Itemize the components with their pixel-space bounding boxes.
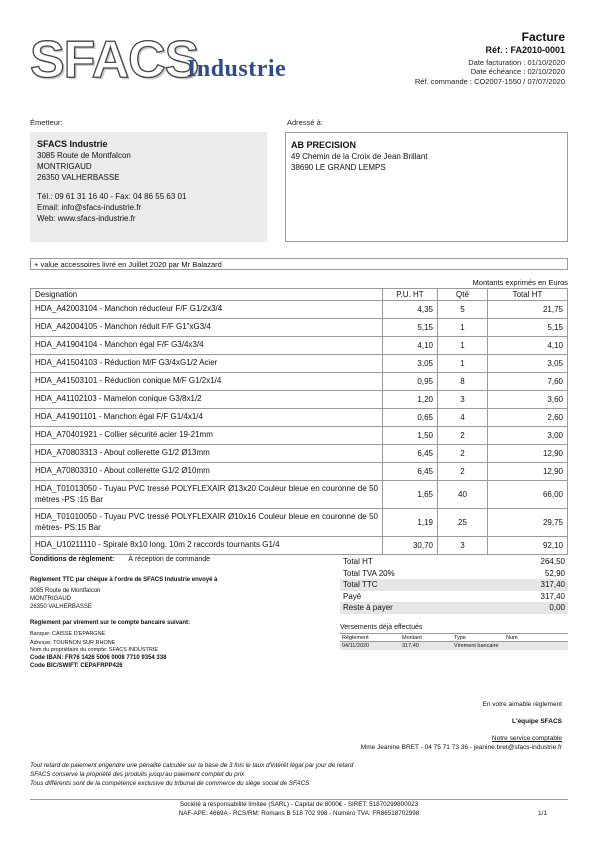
total-value: 317,40 — [540, 580, 565, 589]
col-unit-price: P.U. HT — [383, 289, 438, 301]
addressee-box — [285, 132, 568, 242]
iban-code: Code IBAN: FR76 1426 5006 0008 7710 9354 338 — [30, 655, 167, 661]
item-total: 29,75 — [488, 509, 568, 537]
due-date: Date échéance : 02/10/2020 — [470, 67, 565, 76]
closing-line: En votre aimable règlement — [482, 701, 562, 708]
document-title: Facture — [521, 30, 565, 44]
conditions-label: Conditions de règlement: — [30, 556, 115, 563]
item-designation: HDA_A42003104 - Manchon réducteur F/F G1/2x3/4 — [31, 301, 383, 319]
order-ref: Réf. commande : CO2007-1550 / 07/07/2020 — [414, 77, 565, 86]
item-unit-price: 0,65 — [383, 409, 438, 427]
emitter-address-line: 3085 Route de Montfalcon — [37, 151, 131, 160]
accounting-contact: Mme Jeanine BRET - 04 75 71 73 36 - jeanine.bret@sfacs-industrie.fr — [360, 744, 562, 751]
cheque-address-line: MONTRIGAUD — [30, 596, 71, 602]
legal-notes — [30, 761, 353, 788]
table-row — [31, 391, 568, 409]
payments-row — [340, 642, 568, 650]
total-label: Payé — [343, 591, 362, 601]
invoice-date: Date facturation : 01/10/2020 — [468, 58, 565, 67]
item-quantity: 3 — [438, 391, 488, 409]
items-table — [30, 288, 568, 555]
payment-date: 04/11/2020 — [340, 642, 400, 650]
table-row — [31, 481, 568, 509]
emitter-address-line: MONTRIGAUD — [37, 162, 92, 171]
item-quantity: 4 — [438, 409, 488, 427]
emitter-email: Email: info@sfacs-industrie.fr — [37, 203, 142, 212]
emitter-website: Web: www.sfacs-industrie.fr — [37, 214, 136, 223]
item-total: 3,00 — [488, 427, 568, 445]
legal-line: Tous différents sont de la compétence exclusive du tribunal de commerce du siège social de SFACS — [30, 780, 310, 787]
conditions-value: À réception de commande — [128, 556, 211, 563]
item-unit-price: 4,35 — [383, 301, 438, 319]
item-total: 21,75 — [488, 301, 568, 319]
payment-amount: 317,40 — [400, 642, 452, 650]
item-unit-price: 1,50 — [383, 427, 438, 445]
payments-header-row — [340, 634, 568, 642]
col-quantity: Qté — [438, 289, 488, 301]
payments-col: Type — [452, 634, 504, 642]
payments-block — [340, 624, 568, 650]
item-total: 66,00 — [488, 481, 568, 509]
addressee-address-line: 38690 LE GRAND LEMPS — [291, 163, 386, 172]
table-header-row — [31, 289, 568, 301]
transfer-title: Règlement par virement sur le compte bancaire suivant: — [30, 620, 191, 626]
total-row — [340, 579, 568, 591]
item-total: 7,60 — [488, 373, 568, 391]
emitter-address-line: 26350 VALHERBASSE — [37, 173, 120, 182]
addressee-address-line: 49 Chemin de la Croix de Jean Brillant — [291, 152, 428, 161]
cheque-address-line: 26350 VALHERBASSE — [30, 604, 92, 610]
item-quantity: 5 — [438, 301, 488, 319]
item-unit-price: 6,45 — [383, 445, 438, 463]
payment-type: Virement bancaire — [452, 642, 504, 650]
item-quantity: 40 — [438, 481, 488, 509]
item-unit-price: 4,10 — [383, 337, 438, 355]
total-label: Total TTC — [343, 580, 378, 589]
invoice-comment: + value accessoires livré en Juillet 2020 par Mr Balazard — [30, 258, 568, 270]
item-total: 2,60 — [488, 409, 568, 427]
item-unit-price: 30,70 — [383, 537, 438, 555]
item-quantity: 2 — [438, 463, 488, 481]
team-signature: L'équipe SFACS — [512, 718, 562, 725]
cheque-title: Règlement TTC par chèque à l'ordre de SFACS Industrie envoyé à — [30, 577, 218, 583]
item-quantity: 3 — [438, 537, 488, 555]
item-unit-price: 1,20 — [383, 391, 438, 409]
item-unit-price: 0,95 — [383, 373, 438, 391]
total-label: Total HT — [343, 557, 373, 566]
item-total: 3,60 — [488, 391, 568, 409]
page-number: 1/1 — [537, 810, 547, 817]
account-owner: Nom du propriétaire du compte: SFACS INDUSTRIE — [30, 647, 159, 653]
item-designation: HDA_U10211110 - Spiralé 8x10 long. 10m 2 raccords tournants G1/4 — [31, 537, 383, 555]
item-quantity: 8 — [438, 373, 488, 391]
item-designation: HDA_A70803313 - About collerette G1/2 Ø13mm — [31, 445, 383, 463]
item-quantity: 1 — [438, 319, 488, 337]
table-row — [31, 427, 568, 445]
col-total: Total HT — [488, 289, 568, 301]
item-quantity: 25 — [438, 509, 488, 537]
total-row — [340, 556, 568, 568]
table-row — [31, 373, 568, 391]
item-quantity: 1 — [438, 337, 488, 355]
company-logo — [30, 30, 320, 90]
item-total: 5,15 — [488, 319, 568, 337]
table-row — [31, 355, 568, 373]
total-row — [340, 568, 568, 580]
cheque-address-line: 3085 Route de Montfalcon — [30, 588, 101, 594]
legal-line: SFACS conserve la propriété des produits jusqu'au paiement complet du prix — [30, 771, 245, 778]
item-designation: HDA_A41504103 - Réduction M/F G3/4xG1/2 Acier — [31, 355, 383, 373]
item-designation: HDA_A70401921 - Collier sécurité acier 19-21mm — [31, 427, 383, 445]
item-quantity: 1 — [438, 355, 488, 373]
total-value: 52,90 — [544, 568, 565, 578]
table-row — [31, 463, 568, 481]
emitter-box — [30, 132, 267, 242]
addressee-label: Adressé à: — [287, 118, 323, 127]
item-total: 4,10 — [488, 337, 568, 355]
emitter-phone: Tél.: 09 61 31 16 40 - Fax: 04 86 55 63 01 — [37, 192, 187, 201]
item-unit-price: 5,15 — [383, 319, 438, 337]
total-value: 0,00 — [549, 603, 565, 612]
currency-note: Montants exprimés en Euros — [472, 278, 568, 287]
footer-registration: NAF-APE: 4669A - RCS/RM: Romans B 518 702 998 - Numéro TVA: FR86518702998 — [178, 810, 420, 817]
accounting-service: Notre service comptable — [491, 735, 562, 742]
item-designation: HDA_A70803310 - About collerette G1/2 Ø10mm — [31, 463, 383, 481]
item-total: 12,90 — [488, 463, 568, 481]
total-label: Reste à payer — [343, 603, 393, 612]
item-designation: HDA_T01013050 - Tuyau PVC tressé POLYFLEXAIR Ø13x20 Couleur bleue en couronne de 50 mètres -PS :15 Bar — [31, 481, 383, 509]
col-designation: Designation — [31, 289, 383, 301]
table-row — [31, 509, 568, 537]
item-designation: HDA_A41102103 - Mamelon conique G3/8x1/2 — [31, 391, 383, 409]
item-unit-price: 1,19 — [383, 509, 438, 537]
payments-col: Montant — [400, 634, 452, 642]
payments-col: Num — [504, 634, 568, 642]
payments-title: Versements déjà effectués — [340, 624, 423, 631]
item-quantity: 2 — [438, 445, 488, 463]
logo-wordmark: SFACS — [30, 31, 199, 89]
table-row — [31, 301, 568, 319]
payments-col: Règlement — [340, 634, 400, 642]
total-row — [340, 602, 568, 614]
item-designation: HDA_A41904104 - Manchon égal F/F G3/4x3/4 — [31, 337, 383, 355]
item-total: 92,10 — [488, 537, 568, 555]
footer-company-info: Société à responsabilité limitée (SARL) - Capital de 8000€ - SIRET: 51870299800023 — [179, 801, 419, 808]
emitter-name: SFACS Industrie — [37, 139, 108, 149]
addressee-name: AB PRECISION — [291, 140, 357, 150]
table-row — [31, 445, 568, 463]
payment-num — [504, 642, 568, 650]
item-unit-price: 6,45 — [383, 463, 438, 481]
item-quantity: 2 — [438, 427, 488, 445]
total-label: Total TVA 20% — [343, 568, 395, 578]
table-row — [31, 319, 568, 337]
payment-conditions — [30, 556, 210, 563]
total-value: 317,40 — [540, 591, 565, 601]
item-designation: HDA_A41901101 - Manchon égal F/F G1/4x1/4 — [31, 409, 383, 427]
total-value: 264,50 — [540, 557, 565, 566]
table-row — [31, 537, 568, 555]
bank-name: Banque: CAISSE D'EPARGNE — [30, 631, 106, 637]
totals-block — [340, 556, 568, 614]
item-designation: HDA_A42004105 - Manchon réduit F/F G1"xG3/4 — [31, 319, 383, 337]
table-row — [31, 337, 568, 355]
bic-code: Code BIC/SWIFT: CEPAFRPP426 — [30, 663, 123, 669]
legal-line: Tout retard de paiement engendre une pénalité calculée sur la base de 3 fois le taux d'intérêt légal par jour de retard — [30, 762, 354, 769]
invoice-ref: Réf. : FA2010-0001 — [485, 45, 565, 55]
item-unit-price: 3,05 — [383, 355, 438, 373]
payments-table — [340, 633, 568, 650]
item-unit-price: 1,65 — [383, 481, 438, 509]
page-footer — [30, 799, 568, 818]
item-designation: HDA_A41503101 - Réduction conique M/F G1/2x1/4 — [31, 373, 383, 391]
bank-address: Adresse: TOURNON SUR RHONE — [30, 640, 116, 646]
logo-subtitle: Industrie — [187, 56, 287, 82]
item-total: 3,05 — [488, 355, 568, 373]
item-designation: HDA_T01010050 - Tuyau PVC tressé POLYFLEXAIR Ø10x16 Couleur bleue en couronne de 50 mètres- PS:15 Bar — [31, 509, 383, 537]
emitter-label: Émetteur: — [30, 118, 63, 127]
table-row — [31, 409, 568, 427]
item-total: 12,90 — [488, 445, 568, 463]
total-row — [340, 591, 568, 603]
